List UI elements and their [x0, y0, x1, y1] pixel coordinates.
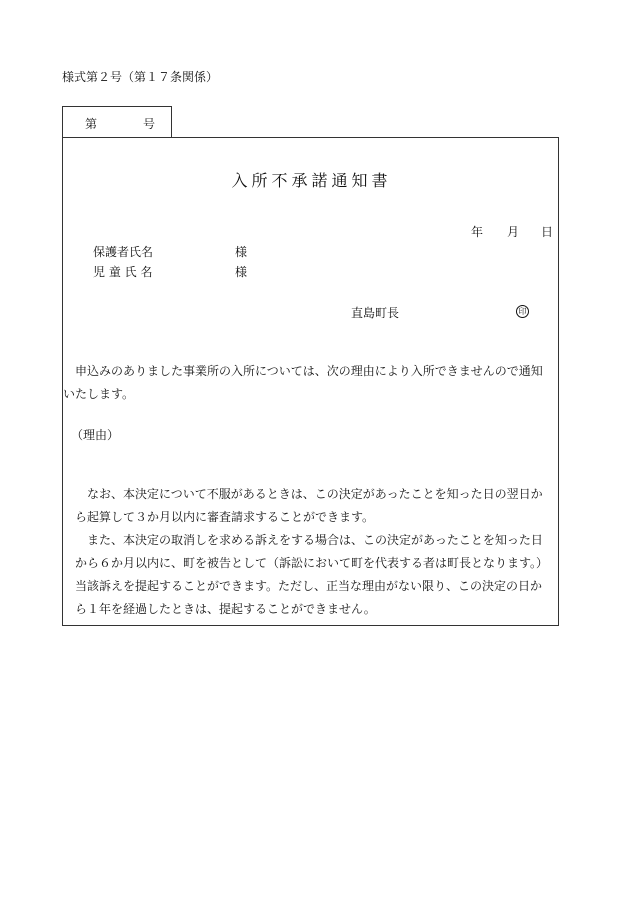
- number-suffix: 号: [143, 117, 156, 131]
- date-day: 日: [541, 225, 554, 239]
- reason-label: （理由）: [71, 428, 120, 442]
- document-title: 入所不承諾通知書: [231, 171, 392, 190]
- notice-body-box: [62, 137, 559, 626]
- seal-icon: 印: [516, 305, 529, 318]
- document-number-box: [62, 106, 172, 137]
- child-honorific: 様: [235, 265, 248, 279]
- date-month: 月: [507, 225, 520, 239]
- number-prefix: 第: [85, 117, 98, 131]
- seal-mark: [516, 304, 529, 318]
- body-text: 申込みのありました事業所の入所については、次の理由により入所できませんので通知いたします。: [63, 364, 543, 401]
- form-label: 様式第２号（第１７条関係）: [62, 70, 219, 84]
- guardian-honorific: 様: [235, 245, 248, 259]
- appeal-notice: なお、本決定について不服があるときは、この決定があったことを知った日の翌日から起算して３か月以内に審査請求することができます。: [75, 487, 543, 524]
- issuer-name: 直島町長: [351, 306, 400, 320]
- child-name-label: 児 童 氏 名: [93, 265, 153, 279]
- guardian-name-label: 保護者氏名: [93, 245, 154, 259]
- date-year: 年: [471, 225, 484, 239]
- lawsuit-notice: また、本決定の取消しを求める訴えをする場合は、この決定があったことを知った日から６か月以内に、町を被告として（訴訟において町を代表する者は町長となります。）当該訴えを提起することができます。ただし、正当な理由がない限り、この決定の日から１年を経過したときは、提起することができません。: [75, 533, 549, 616]
